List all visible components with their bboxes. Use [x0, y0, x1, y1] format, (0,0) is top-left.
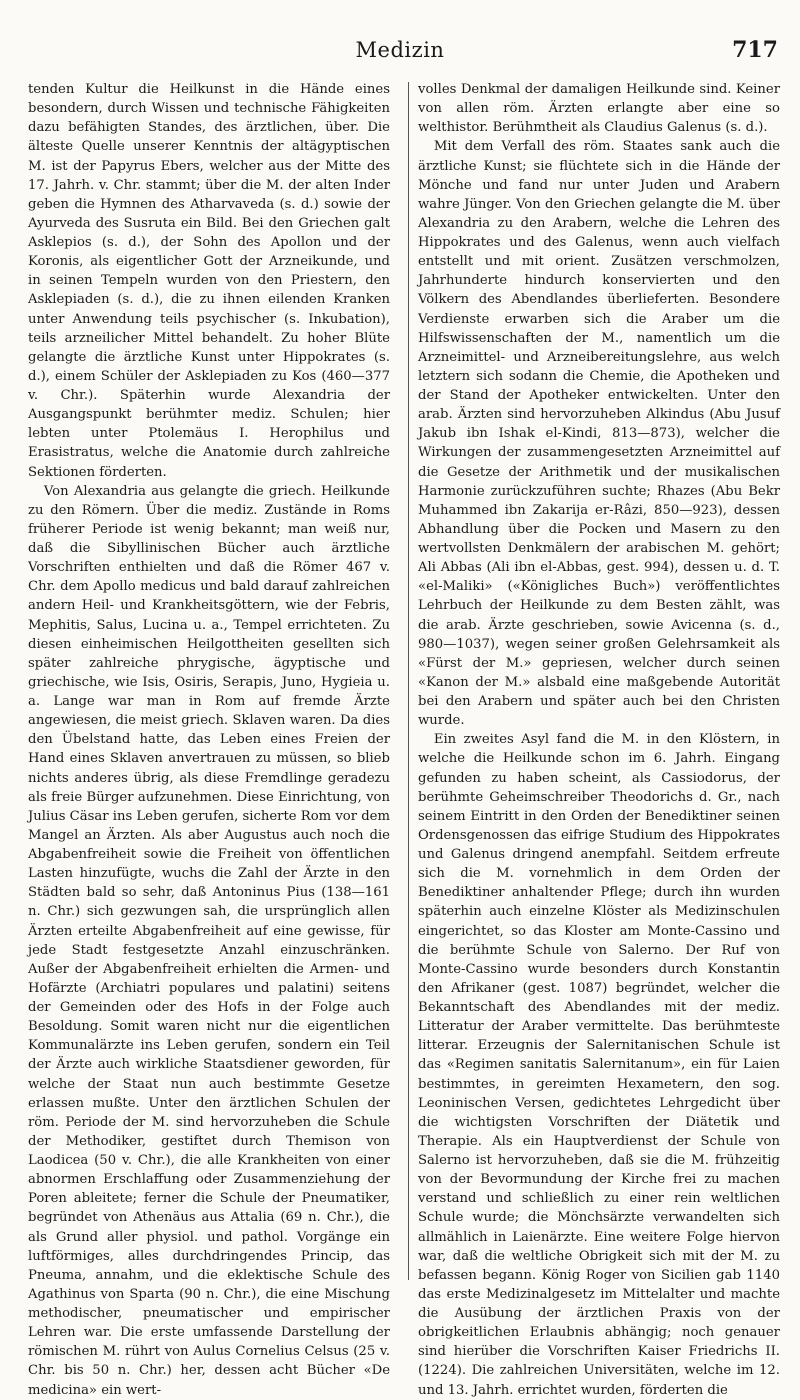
- left-paragraph-1: tenden Kultur die Heilkunst in die Hände eines besondern, durch Wissen und technische Fähigkeiten dazu befähigten Standes, des ärztlichen, über. Die älteste Quelle unserer Kenntnis der altägyptischen M. ist der Papyrus Ebers, welcher aus der Mitte des 17. Jahrh. v. Chr. stammt; über die M. der alten Inder geben die Hymnen des Atharvaveda (s. d.) sowie der Ayurveda des Susruta ein Bild. Bei den Griechen galt Asklepios (s. d.), der Sohn des Apollon und der Koronis, als eigentlicher Gott der Arzneikunde, und in seinen Tempeln wurden von den Priestern, den Asklepiaden (s. d.), die zu ihnen eilenden Kranken unter Anwendung teils psychischer (s. Inkubation), teils arzneilicher Mittel behandelt. Zu hoher Blüte gelangte die ärztliche Kunst unter Hippokrates (s. d.), einem Schüler der Asklepiaden zu Kos (460—377 v. Chr.). Späterhin wurde Alexandria der Ausgangspunkt berühmter mediz. Schulen; hier lebten unter Ptolemäus I. Herophilus und Erasistratus, welche die Anatomie durch zahlreiche Sektionen förderten.: [28, 82, 390, 480]
- right-paragraph-1: volles Denkmal der damaligen Heilkunde sind. Keiner von allen röm. Ärzten erlangte aber eine so welthistor. Berühmtheit als Claudius Galenus (s. d.).: [418, 82, 780, 136]
- right-column: [418, 80, 780, 1398]
- left-paragraph-2: Von Alexandria aus gelangte die griech. Heilkunde zu den Römern. Über die mediz. Zustände in Roms früherer Periode ist wenig bekannt; man weiß nur, daß die Sibyllinischen Bücher auch ärztliche Vorschriften enthielten und daß die Römer 467 v. Chr. dem Apollo medicus und bald darauf zahlreichen andern Heil- und Krankheitsgöttern, wie der Febris, Mephitis, Salus, Lucina u. a., Tempel errichteten. Zu diesen einheimischen Heilgottheiten gesellten sich später zahlreiche phrygische, ägyptische und griechische, wie Isis, Osiris, Serapis, Juno, Hygieia u. a. Lange war man in Rom auf fremde Ärzte angewiesen, die meist griech. Sklaven waren. Da dies den Übelstand hatte, das Leben eines Freien der Hand eines Sklaven anvertrauen zu müssen, so blieb nichts anderes übrig, als diese Fremdlinge geradezu als freie Bürger aufzunehmen. Diese Einrichtung, von Julius Cäsar ins Leben gerufen, sicherte Rom vor dem Mangel an Ärzten. Als aber Augustus auch noch die Abgabenfreiheit sowie die Freiheit von öffentlichen Lasten hinzufügte, wuchs die Zahl der Ärzte in den Städten bald so sehr, daß Antoninus Pius (138—161 n. Chr.) sich gezwungen sah, die ursprünglich allen Ärzten erteilte Abgabenfreiheit auf eine gewisse, für jede Stadt festgesetzte Anzahl einzuschränken. Außer der Abgabenfreiheit erhielten die Armen- und Hofärzte (Archiatri populares und palatini) seitens der Gemeinden oder des Hofs in der Folge auch Besoldung. Somit waren nicht nur die eigentlichen Kommunalärzte ins Leben gerufen, sondern ein Teil der Ärzte auch wirkliche Staatsdiener geworden, für welche der Staat nun auch bestimmte Gesetze erlassen mußte. Unter den ärztlichen Schulen der röm. Periode der M. sind hervorzuheben die Schule der Methodiker, gestiftet durch Themison von Laodicea (50 v. Chr.), die alle Krankheiten von einer abnormen Erschlaffung oder Zusammenziehung der Poren ableitete; ferner die Schule der Pneumatiker, begründet von Athenäus aus Attalia (69 n. Chr.), die als Grund aller physiol. und pathol. Vorgänge ein luftförmiges, alles durchdringendes Princip, das Pneuma, annahm, und die eklektische Schule des Agathinus von Sparta (90 n. Chr.), die eine Mischung methodischer, pneumatischer und empirischer Lehren war. Die erste umfassende Darstellung der römischen M. rührt von Aulus Cornelius Celsus (25 v. Chr. bis 50 n. Chr.) her, dessen acht Bücher «De medicina» ein wert-: [28, 483, 390, 1398]
- right-paragraph-3: Ein zweites Asyl fand die M. in den Klöstern, in welche die Heilkunde schon im 6. Jahrh. Eingang gefunden zu haben scheint, als Cassiodorus, der berühmte Geheimschreiber Theodorichs d. Gr., nach seinem Eintritt in den Orden der Benediktiner seinen Ordensgenossen das eifrige Studium des Hippokrates und Galenus dringend anempfahl. Seitdem erfreute sich die M. vornehmlich in dem Orden der Benediktiner anhaltender Pflege; durch ihn wurden späterhin auch einzelne Klöster als Medizinschulen eingerichtet, so das Kloster am Monte-Cassino und die berühmte Schule von Salerno. Der Ruf von Monte-Cassino wurde besonders durch Konstantin den Afrikaner (gest. 1087) begründet, welcher die Bekanntschaft des Abendlandes mit der mediz. Litteratur der Araber vermittelte. Das berühmteste litterar. Erzeugnis der Salernitanischen Schule ist das «Regimen sanitatis Salernitanum», ein für Laien bestimmtes, in gereimten Hexametern, den sog. Leoninischen Versen, gedichtetes Lehrgedicht über die wichtigsten Vorschriften der Diätetik und Therapie. Als ein Hauptverdienst der Schule von Salerno ist hervorzuheben, daß sie die M. frühzeitig von der Bevormundung der Kirche frei zu machen verstand und schließlich zu einer rein weltlichen Schule wurde; die Mönchsärzte verwandelten sich allmählich in Laienärzte. Eine weitere Folge hiervon war, daß die weltliche Obrigkeit sich mit der M. zu befassen begann. König Roger von Sicilien gab 1140 das erste Medizinalgesetz im Mittelalter und machte die Ausübung der ärztlichen Praxis von der obrigkeitlichen Erlaubnis abhängig; noch genauer sind hierüber die Vorschriften Kaiser Friedrichs II. (1224). Die zahlreichen Universitäten, welche im 12. und 13. Jahrh. errichtet wurden, förderten die: [418, 732, 780, 1398]
- right-paragraph-2: Mit dem Verfall des röm. Staates sank auch die ärztliche Kunst; sie flüchtete sich in die Hände der Mönche und fand nur unter Juden und Arabern wahre Jünger. Von den Griechen gelangte die M. über Alexandria zu den Arabern, welche die Lehren des Hippokrates und des Galenus, wenn auch vielfach entstellt und mit orient. Zusätzen verschmolzen, Jahrhunderte hindurch konservierten und den Völkern des Abendlandes überlieferten. Besondere Verdienste erwarben sich die Araber um die Hilfswissenschaften der M., namentlich um die Arzneimittel- und Arzneibereitungslehre, aus welch letztern sich sodann die Chemie, die Apotheken und der Stand der Apotheker entwickelten. Unter den arab. Ärzten sind hervorzuheben Alkindus (Abu Jusuf Jakub ibn Ishak el-Kindi, 813—873), welcher die Wirkungen der zusammengesetzten Arzneimittel auf die Gesetze der Arithmetik und der musikalischen Harmonie zurückzuführen suchte; Rhazes (Abu Bekr Muhammed ibn Zakarija er-Râzi, 850—923), dessen Abhandlung über die Pocken und Masern zu den wertvollsten Denkmälern der arabischen M. gehört; Ali Abbas (Ali ibn el-Abbas, gest. 994), dessen u. d. T. «el-Maliki» («Königliches Buch») veröffentlichtes Lehrbuch der Heilkunde zu dem Besten zählt, was die arab. Ärzte geschrieben, sowie Avicenna (s. d., 980—1037), wegen seiner großen Gelehrsamkeit als «Fürst der M.» gepriesen, welcher durch seinen «Kanon der M.» alsbald eine maßgebende Autorität bei den Arabern und später auch bei den Christen wurde.: [418, 139, 780, 729]
- page-header: [0, 0, 800, 80]
- left-column: [28, 80, 390, 1398]
- running-head-title: Medizin: [355, 38, 445, 62]
- page-number: 717: [732, 37, 778, 63]
- text-columns: [28, 80, 780, 1398]
- column-divider: [408, 82, 409, 1280]
